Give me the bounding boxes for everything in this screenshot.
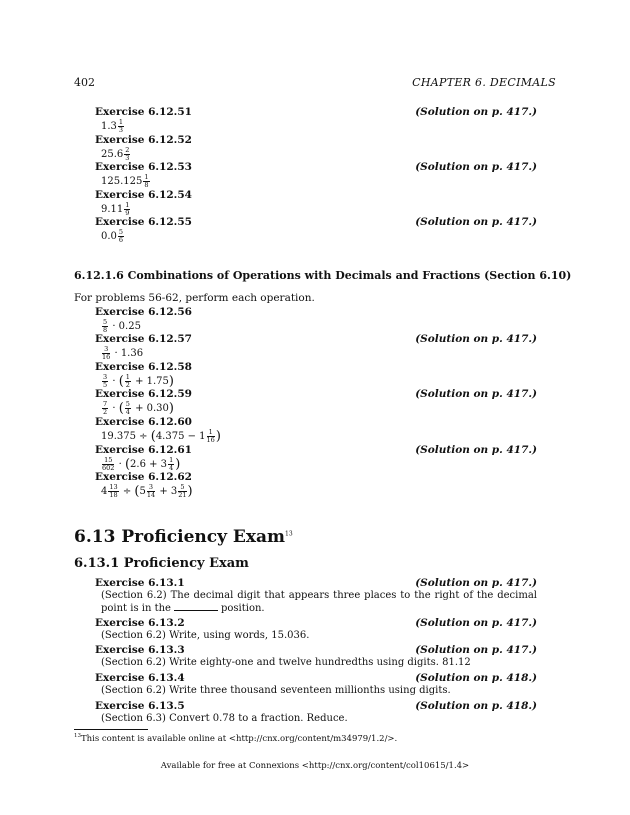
fraction: $\frac{1}{9}$ bbox=[125, 201, 130, 217]
exercise-6-12-51 bbox=[95, 106, 537, 134]
section-intro: For problems 56-62, perform each operation. bbox=[74, 292, 315, 304]
exercise-title: Exercise 6.12.59 bbox=[95, 388, 192, 400]
exercise-6-13-1 bbox=[95, 577, 537, 615]
exercise-title: Exercise 6.13.5 bbox=[95, 700, 185, 712]
footnote-divider bbox=[74, 729, 148, 730]
footnote-text: This content is available online at <http://cnx.org/content/m34979/1.2/>. bbox=[81, 733, 398, 744]
exercise-body: (Section 6.2) Write three thousand seventeen millionths using digits. bbox=[101, 685, 451, 696]
footnote-number: 13 bbox=[74, 733, 81, 739]
exercise-title: Exercise 6.13.4 bbox=[95, 672, 185, 684]
exercise-body bbox=[101, 229, 537, 244]
exercise-title: Exercise 6.12.54 bbox=[95, 189, 192, 201]
page-footer: Available for free at Connexions <http://cnx.org/content/col10615/1.4> bbox=[160, 761, 470, 771]
page-number: 402 bbox=[74, 76, 95, 89]
exercise-6-13-2 bbox=[95, 617, 537, 642]
exercise-body bbox=[101, 119, 537, 134]
exercise-title: Exercise 6.12.51 bbox=[95, 106, 192, 118]
exercise-body: 19.375 ÷ (4.375 − 1 $\frac{1}{16}$ ) bbox=[101, 428, 221, 444]
exercise-body: (Section 6.2) The decimal digit that appears three places to the right of the decimal point is in the position. bbox=[101, 590, 537, 614]
exercise-title: Exercise 6.13.1 bbox=[95, 577, 185, 589]
exercise-6-12-60 bbox=[95, 416, 537, 444]
solution-link[interactable]: (Solution on p. 417.) bbox=[415, 617, 537, 629]
exercise-title: Exercise 6.13.2 bbox=[95, 617, 185, 629]
footnote-marker[interactable]: 13 bbox=[285, 530, 293, 538]
exercise-6-13-4 bbox=[95, 672, 537, 697]
section-heading-6-13: 6.13 Proficiency Exam$^{13}$ bbox=[74, 527, 293, 547]
exercise-6-13-5 bbox=[95, 700, 537, 725]
exercise-title: Exercise 6.12.62 bbox=[95, 471, 192, 483]
exercise-body bbox=[101, 202, 537, 217]
exercise-body: $\frac{15}{602}$ · (2.6 + 3 $\frac{1}{4}$ ) bbox=[102, 456, 181, 472]
section-heading-6-12-1-6: 6.12.1.6 Combinations of Operations with Decimals and Fractions (Section 6.10) bbox=[74, 269, 572, 282]
exercise-body: (Section 6.3) Convert 0.78 to a fraction. Reduce. bbox=[101, 713, 348, 724]
solution-link[interactable]: (Solution on p. 418.) bbox=[415, 672, 537, 684]
chapter-title: CHAPTER 6. DECIMALS bbox=[412, 76, 556, 89]
exercise-6-12-54 bbox=[95, 189, 537, 217]
solution-link[interactable]: (Solution on p. 417.) bbox=[415, 444, 537, 456]
footnote bbox=[74, 733, 397, 744]
solution-link[interactable]: (Solution on p. 417.) bbox=[415, 216, 537, 228]
exercise-6-12-58 bbox=[95, 361, 537, 389]
exercise-title: Exercise 6.12.56 bbox=[95, 306, 192, 318]
exercise-6-12-62 bbox=[95, 471, 537, 499]
exercise-6-12-56 bbox=[95, 306, 537, 334]
exercise-body: $\frac{3}{5}$ · ( $\frac{1}{2}$ + 1.75) bbox=[103, 373, 174, 389]
fraction: $\frac{1}{8}$ bbox=[144, 173, 149, 189]
exercise-title: Exercise 6.13.3 bbox=[95, 644, 185, 656]
solution-link[interactable]: (Solution on p. 417.) bbox=[415, 577, 537, 589]
exercise-title: Exercise 6.12.61 bbox=[95, 444, 192, 456]
exercise-title: Exercise 6.12.58 bbox=[95, 361, 192, 373]
exercise-6-12-57 bbox=[95, 333, 537, 361]
mixed-number-whole: 1.3 bbox=[101, 121, 117, 132]
exercise-title: Exercise 6.12.60 bbox=[95, 416, 192, 428]
solution-link[interactable]: (Solution on p. 417.) bbox=[415, 161, 537, 173]
exercise-6-12-59 bbox=[95, 388, 537, 416]
fraction: $\frac{5}{6}$ bbox=[118, 228, 124, 244]
mixed-number-whole: 125.125 bbox=[101, 176, 143, 187]
exercise-title: Exercise 6.12.52 bbox=[95, 134, 192, 146]
exercise-body: $\frac{7}{2}$ · ( $\frac{5}{4}$ + 0.30) bbox=[103, 400, 174, 416]
solution-link[interactable]: (Solution on p. 417.) bbox=[415, 644, 537, 656]
fraction: $\frac{1}{3}$ bbox=[118, 118, 124, 134]
solution-link[interactable]: (Solution on p. 417.) bbox=[415, 388, 537, 400]
exercise-6-12-61 bbox=[95, 444, 537, 472]
mixed-number-whole: 9.11 bbox=[101, 204, 124, 215]
mixed-number-whole: 25.6 bbox=[101, 149, 124, 160]
subsection-heading-6-13-1: 6.13.1 Proficiency Exam bbox=[74, 556, 249, 571]
solution-link[interactable]: (Solution on p. 417.) bbox=[415, 106, 537, 118]
exercise-body: 4 $\frac{13}{18}$ ÷ (5 $\frac{3}{14}$ + 3 $\frac{5}{21}$ ) bbox=[101, 483, 193, 499]
answer-blank bbox=[174, 610, 218, 611]
mixed-number-whole: 0.0 bbox=[101, 231, 117, 242]
solution-link[interactable]: (Solution on p. 418.) bbox=[415, 700, 537, 712]
exercise-6-12-55 bbox=[95, 216, 537, 244]
solution-link[interactable]: (Solution on p. 417.) bbox=[415, 333, 537, 345]
exercise-title: Exercise 6.12.53 bbox=[95, 161, 192, 173]
exercise-body bbox=[101, 147, 537, 162]
exercise-body: (Section 6.2) Write, using words, 15.036. bbox=[101, 630, 310, 641]
exercise-title: Exercise 6.12.55 bbox=[95, 216, 192, 228]
exercise-body: $\frac{5}{8}$ · 0.25 bbox=[103, 318, 141, 334]
exercise-6-12-52 bbox=[95, 134, 537, 162]
exercise-title: Exercise 6.12.57 bbox=[95, 333, 192, 345]
exercise-6-12-53 bbox=[95, 161, 537, 189]
exercise-6-13-3 bbox=[95, 644, 537, 669]
exercise-body bbox=[101, 174, 537, 189]
exercise-body: (Section 6.2) Write eighty-one and twelve hundredths using digits. 81.12 bbox=[101, 657, 471, 668]
exercise-body: $\frac{3}{16}$ · 1.36 bbox=[102, 345, 144, 361]
fraction: $\frac{2}{3}$ bbox=[125, 146, 130, 162]
